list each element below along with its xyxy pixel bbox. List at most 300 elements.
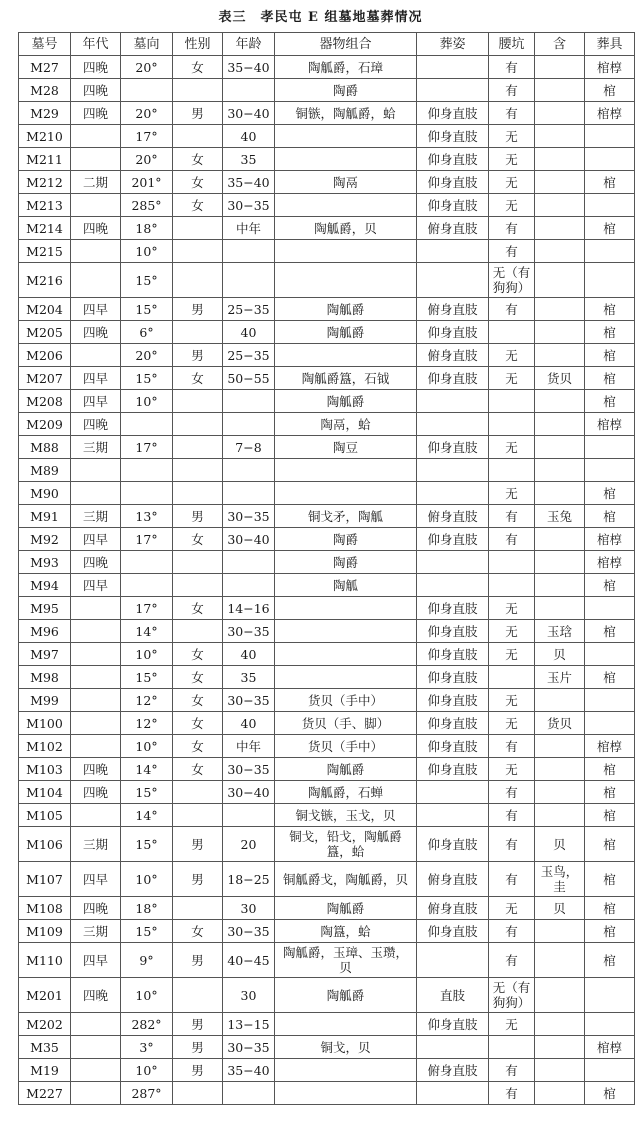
table-row: [19, 194, 635, 217]
table-cell: 棺: [585, 827, 635, 862]
table-cell: [71, 689, 121, 712]
table-cell: [489, 321, 535, 344]
table-cell: [535, 56, 585, 79]
table-cell: [275, 125, 417, 148]
table-row: [19, 171, 635, 194]
table-cell: 铜觚爵戈，陶觚爵，贝: [275, 862, 417, 897]
column-header: 年龄: [223, 33, 275, 56]
table-cell: 棺: [585, 943, 635, 978]
table-cell: 棺: [585, 390, 635, 413]
table-cell: 14°: [121, 758, 173, 781]
table-cell: 陶爵: [275, 79, 417, 102]
table-caption: 表三 孝民屯 E 组墓地墓葬情况: [218, 10, 423, 25]
table-cell: [585, 689, 635, 712]
table-cell: [173, 263, 223, 298]
table-cell: 30−40: [223, 528, 275, 551]
table-cell: 3°: [121, 1036, 173, 1059]
table-cell: [535, 1036, 585, 1059]
table-cell: M106: [19, 827, 71, 862]
table-cell: [173, 781, 223, 804]
table-cell: [535, 171, 585, 194]
table-cell: M105: [19, 804, 71, 827]
table-row: [19, 666, 635, 689]
table-cell: 贝: [535, 897, 585, 920]
table-cell: 女: [173, 643, 223, 666]
table-cell: [275, 1059, 417, 1082]
table-cell: 女: [173, 148, 223, 171]
table-cell: 无: [489, 689, 535, 712]
table-cell: 货贝: [535, 367, 585, 390]
table-cell: [489, 666, 535, 689]
table-cell: 俯身直肢: [417, 897, 489, 920]
table-cell: 女: [173, 597, 223, 620]
table-cell: [585, 978, 635, 1013]
table-cell: [71, 194, 121, 217]
table-row: [19, 827, 635, 862]
table-cell: [71, 125, 121, 148]
table-cell: 女: [173, 920, 223, 943]
table-cell: 男: [173, 1013, 223, 1036]
table-cell: 棺椁: [585, 413, 635, 436]
table-cell: [121, 551, 173, 574]
table-cell: 男: [173, 1059, 223, 1082]
table-cell: 无: [489, 482, 535, 505]
table-cell: M209: [19, 413, 71, 436]
table-cell: 30−35: [223, 620, 275, 643]
table-cell: 四晚: [71, 321, 121, 344]
table-cell: 有: [489, 827, 535, 862]
table-cell: [223, 413, 275, 436]
table-row: [19, 436, 635, 459]
column-header: 墓号: [19, 33, 71, 56]
table-row: [19, 56, 635, 79]
table-cell: 陶豆: [275, 436, 417, 459]
table-cell: 15°: [121, 367, 173, 390]
table-cell: [535, 321, 585, 344]
table-cell: 有: [489, 217, 535, 240]
table-cell: M91: [19, 505, 71, 528]
table-cell: 四晚: [71, 978, 121, 1013]
table-cell: 玉琀: [535, 620, 585, 643]
table-cell: [489, 413, 535, 436]
table-cell: 陶觚爵: [275, 321, 417, 344]
table-body: [19, 56, 635, 1105]
table-cell: [173, 897, 223, 920]
table-cell: 30−40: [223, 781, 275, 804]
table-cell: [535, 148, 585, 171]
table-cell: 棺: [585, 505, 635, 528]
table-cell: M89: [19, 459, 71, 482]
table-cell: [489, 574, 535, 597]
table-cell: 棺椁: [585, 735, 635, 758]
table-cell: 30−35: [223, 194, 275, 217]
table-cell: 仰身直肢: [417, 321, 489, 344]
table-cell: 30: [223, 978, 275, 1013]
table-cell: 25−35: [223, 344, 275, 367]
table-cell: [275, 1082, 417, 1105]
table-cell: [173, 482, 223, 505]
table-cell: 无: [489, 367, 535, 390]
table-cell: 棺: [585, 620, 635, 643]
table-row: [19, 643, 635, 666]
table-cell: 三期: [71, 436, 121, 459]
table-cell: [489, 459, 535, 482]
table-cell: 四早: [71, 943, 121, 978]
table-cell: [275, 194, 417, 217]
column-header: 年代: [71, 33, 121, 56]
table-cell: 俯身直肢: [417, 862, 489, 897]
table-cell: 女: [173, 194, 223, 217]
table-cell: 棺: [585, 79, 635, 102]
table-cell: 50−55: [223, 367, 275, 390]
table-cell: [173, 321, 223, 344]
table-cell: [585, 263, 635, 298]
table-cell: 10°: [121, 735, 173, 758]
table-cell: [535, 781, 585, 804]
table-cell: M109: [19, 920, 71, 943]
table-cell: 直肢: [417, 978, 489, 1013]
table-cell: [173, 459, 223, 482]
table-cell: 男: [173, 505, 223, 528]
table-cell: [417, 413, 489, 436]
table-cell: 四晚: [71, 56, 121, 79]
table-cell: [173, 125, 223, 148]
table-cell: 10°: [121, 862, 173, 897]
table-row: [19, 413, 635, 436]
table-cell: 13°: [121, 505, 173, 528]
table-cell: 20°: [121, 148, 173, 171]
table-cell: 仰身直肢: [417, 643, 489, 666]
table-cell: 四早: [71, 862, 121, 897]
table-cell: 无: [489, 1013, 535, 1036]
table-cell: [275, 643, 417, 666]
table-cell: 仰身直肢: [417, 620, 489, 643]
table-cell: 无: [489, 712, 535, 735]
table-cell: 无: [489, 758, 535, 781]
table-cell: [535, 102, 585, 125]
table-cell: [585, 125, 635, 148]
table-cell: 30−35: [223, 920, 275, 943]
table-cell: [417, 263, 489, 298]
table-cell: 有: [489, 920, 535, 943]
table-cell: 陶觚爵: [275, 390, 417, 413]
table-cell: 10°: [121, 240, 173, 263]
table-cell: [223, 79, 275, 102]
table-cell: 女: [173, 735, 223, 758]
table-cell: [535, 240, 585, 263]
table-cell: [585, 597, 635, 620]
table-cell: [585, 1013, 635, 1036]
table-cell: 贝: [535, 643, 585, 666]
table-cell: [71, 240, 121, 263]
table-cell: 棺椁: [585, 1036, 635, 1059]
table-cell: 棺: [585, 574, 635, 597]
table-row: [19, 551, 635, 574]
table-row: [19, 920, 635, 943]
table-cell: 17°: [121, 597, 173, 620]
table-cell: 铜戈矛，陶觚: [275, 505, 417, 528]
table-row: [19, 459, 635, 482]
table-cell: M92: [19, 528, 71, 551]
table-cell: [71, 666, 121, 689]
table-cell: 14°: [121, 804, 173, 827]
table-cell: 陶觚爵: [275, 978, 417, 1013]
table-cell: 男: [173, 827, 223, 862]
table-cell: [535, 1082, 585, 1105]
table-cell: M207: [19, 367, 71, 390]
table-cell: [417, 459, 489, 482]
table-cell: 30−35: [223, 1036, 275, 1059]
table-cell: 30−40: [223, 102, 275, 125]
table-cell: 35−40: [223, 1059, 275, 1082]
table-row: [19, 528, 635, 551]
table-cell: 陶觚爵: [275, 298, 417, 321]
table-cell: 无: [489, 194, 535, 217]
table-cell: 货贝: [535, 712, 585, 735]
table-cell: 棺椁: [585, 102, 635, 125]
table-cell: 陶簋，蛤: [275, 920, 417, 943]
table-cell: [71, 620, 121, 643]
table-cell: 无（有狗狗）: [489, 263, 535, 298]
table-cell: 35: [223, 148, 275, 171]
table-cell: M216: [19, 263, 71, 298]
column-header: 腰坑: [489, 33, 535, 56]
table-cell: 四早: [71, 574, 121, 597]
table-cell: [173, 804, 223, 827]
table-cell: 9°: [121, 943, 173, 978]
table-cell: 仰身直肢: [417, 712, 489, 735]
table-cell: [275, 482, 417, 505]
table-cell: 货贝（手中）: [275, 689, 417, 712]
table-cell: 无: [489, 436, 535, 459]
table-cell: [535, 943, 585, 978]
table-cell: M108: [19, 897, 71, 920]
table-cell: 男: [173, 344, 223, 367]
table-cell: 有: [489, 505, 535, 528]
table-cell: [173, 551, 223, 574]
table-cell: 无: [489, 597, 535, 620]
table-cell: 陶鬲: [275, 171, 417, 194]
table-cell: 棺: [585, 367, 635, 390]
table-cell: 棺: [585, 217, 635, 240]
table-cell: 棺: [585, 758, 635, 781]
table-cell: 仰身直肢: [417, 827, 489, 862]
table-cell: M90: [19, 482, 71, 505]
table-cell: 无: [489, 171, 535, 194]
table-row: [19, 298, 635, 321]
table-cell: [71, 1059, 121, 1082]
table-cell: M99: [19, 689, 71, 712]
table-cell: 女: [173, 367, 223, 390]
table-cell: M103: [19, 758, 71, 781]
table-cell: [417, 943, 489, 978]
table-cell: [71, 643, 121, 666]
table-cell: 女: [173, 528, 223, 551]
table-cell: [71, 804, 121, 827]
table-cell: [223, 459, 275, 482]
table-cell: 仰身直肢: [417, 367, 489, 390]
table-cell: [71, 597, 121, 620]
table-cell: 仰身直肢: [417, 689, 489, 712]
table-cell: 铜镞，陶觚爵，蛤: [275, 102, 417, 125]
table-cell: 40: [223, 643, 275, 666]
table-cell: 男: [173, 102, 223, 125]
table-cell: 男: [173, 943, 223, 978]
table-cell: M94: [19, 574, 71, 597]
table-cell: 无: [489, 344, 535, 367]
table-cell: 陶鬲，蛤: [275, 413, 417, 436]
table-cell: 四晚: [71, 79, 121, 102]
table-cell: M210: [19, 125, 71, 148]
table-cell: 20°: [121, 56, 173, 79]
table-cell: [535, 804, 585, 827]
table-cell: 15°: [121, 298, 173, 321]
table-row: [19, 735, 635, 758]
table-cell: [535, 758, 585, 781]
table-cell: 20: [223, 827, 275, 862]
table-cell: 三期: [71, 505, 121, 528]
table-cell: 男: [173, 862, 223, 897]
table-cell: 玉兔: [535, 505, 585, 528]
table-cell: 陶觚爵: [275, 758, 417, 781]
table-cell: M19: [19, 1059, 71, 1082]
table-cell: [223, 551, 275, 574]
table-cell: M110: [19, 943, 71, 978]
table-cell: 有: [489, 1059, 535, 1082]
table-cell: 仰身直肢: [417, 194, 489, 217]
table-row: [19, 344, 635, 367]
table-cell: 四晚: [71, 758, 121, 781]
table-row: [19, 597, 635, 620]
table-cell: 女: [173, 171, 223, 194]
table-cell: 四晚: [71, 217, 121, 240]
table-cell: 棺: [585, 781, 635, 804]
table-cell: 仰身直肢: [417, 102, 489, 125]
table-cell: 贝: [535, 827, 585, 862]
table-cell: 俯身直肢: [417, 505, 489, 528]
table-cell: 有: [489, 1082, 535, 1105]
table-cell: [417, 781, 489, 804]
table-row: [19, 712, 635, 735]
table-cell: 仰身直肢: [417, 171, 489, 194]
table-cell: 285°: [121, 194, 173, 217]
table-row: [19, 1082, 635, 1105]
table-row: [19, 482, 635, 505]
table-cell: M211: [19, 148, 71, 171]
table-cell: [585, 1059, 635, 1082]
table-cell: M93: [19, 551, 71, 574]
table-cell: 棺: [585, 862, 635, 897]
table-cell: [275, 597, 417, 620]
table-row: [19, 148, 635, 171]
table-cell: [275, 459, 417, 482]
table-row: [19, 390, 635, 413]
table-cell: 四晚: [71, 102, 121, 125]
table-cell: [223, 240, 275, 263]
table-cell: M100: [19, 712, 71, 735]
table-cell: [223, 482, 275, 505]
table-cell: 女: [173, 758, 223, 781]
table-cell: 13−15: [223, 1013, 275, 1036]
table-cell: 40: [223, 125, 275, 148]
table-cell: 铜戈，贝: [275, 1036, 417, 1059]
table-cell: [417, 1036, 489, 1059]
table-cell: 铜戈镞，玉戈，贝: [275, 804, 417, 827]
table-cell: [223, 574, 275, 597]
table-cell: 30−35: [223, 689, 275, 712]
table-cell: 无: [489, 620, 535, 643]
table-cell: 35−40: [223, 171, 275, 194]
table-row: [19, 978, 635, 1013]
column-header: 器物组合: [275, 33, 417, 56]
table-cell: 中年: [223, 735, 275, 758]
table-row: [19, 1059, 635, 1082]
table-row: [19, 240, 635, 263]
table-cell: 7−8: [223, 436, 275, 459]
table-cell: [223, 1082, 275, 1105]
table-cell: [535, 1059, 585, 1082]
table-cell: 仰身直肢: [417, 920, 489, 943]
table-cell: 棺: [585, 171, 635, 194]
table-cell: [489, 390, 535, 413]
table-cell: 四晚: [71, 413, 121, 436]
table-cell: 14−16: [223, 597, 275, 620]
table-cell: 40: [223, 321, 275, 344]
table-cell: 仰身直肢: [417, 735, 489, 758]
table-cell: [275, 344, 417, 367]
table-cell: M35: [19, 1036, 71, 1059]
table-cell: [535, 125, 585, 148]
table-cell: 12°: [121, 712, 173, 735]
table-cell: 20°: [121, 102, 173, 125]
table-row: [19, 943, 635, 978]
table-cell: M201: [19, 978, 71, 1013]
table-cell: 有: [489, 862, 535, 897]
column-header: 墓向: [121, 33, 173, 56]
table-row: [19, 79, 635, 102]
table-cell: 四晚: [71, 897, 121, 920]
table-cell: [275, 263, 417, 298]
table-cell: [535, 79, 585, 102]
table-cell: M95: [19, 597, 71, 620]
table-cell: [585, 712, 635, 735]
table-cell: 棺: [585, 1082, 635, 1105]
table-cell: [585, 459, 635, 482]
table-cell: [417, 482, 489, 505]
table-cell: [71, 482, 121, 505]
table-cell: 陶觚爵: [275, 897, 417, 920]
table-cell: 17°: [121, 125, 173, 148]
table-cell: [535, 459, 585, 482]
table-cell: [417, 56, 489, 79]
table-cell: 40: [223, 712, 275, 735]
table-cell: [275, 666, 417, 689]
table-cell: 货贝（手、脚）: [275, 712, 417, 735]
table-cell: 俯身直肢: [417, 217, 489, 240]
table-row: [19, 263, 635, 298]
table-row: [19, 321, 635, 344]
table-cell: M227: [19, 1082, 71, 1105]
table-cell: [417, 390, 489, 413]
table-cell: [71, 712, 121, 735]
table-cell: M96: [19, 620, 71, 643]
table-cell: 有: [489, 102, 535, 125]
table-cell: [417, 804, 489, 827]
table-cell: [173, 620, 223, 643]
table-cell: 无: [489, 643, 535, 666]
table-cell: 15°: [121, 827, 173, 862]
table-cell: [173, 390, 223, 413]
